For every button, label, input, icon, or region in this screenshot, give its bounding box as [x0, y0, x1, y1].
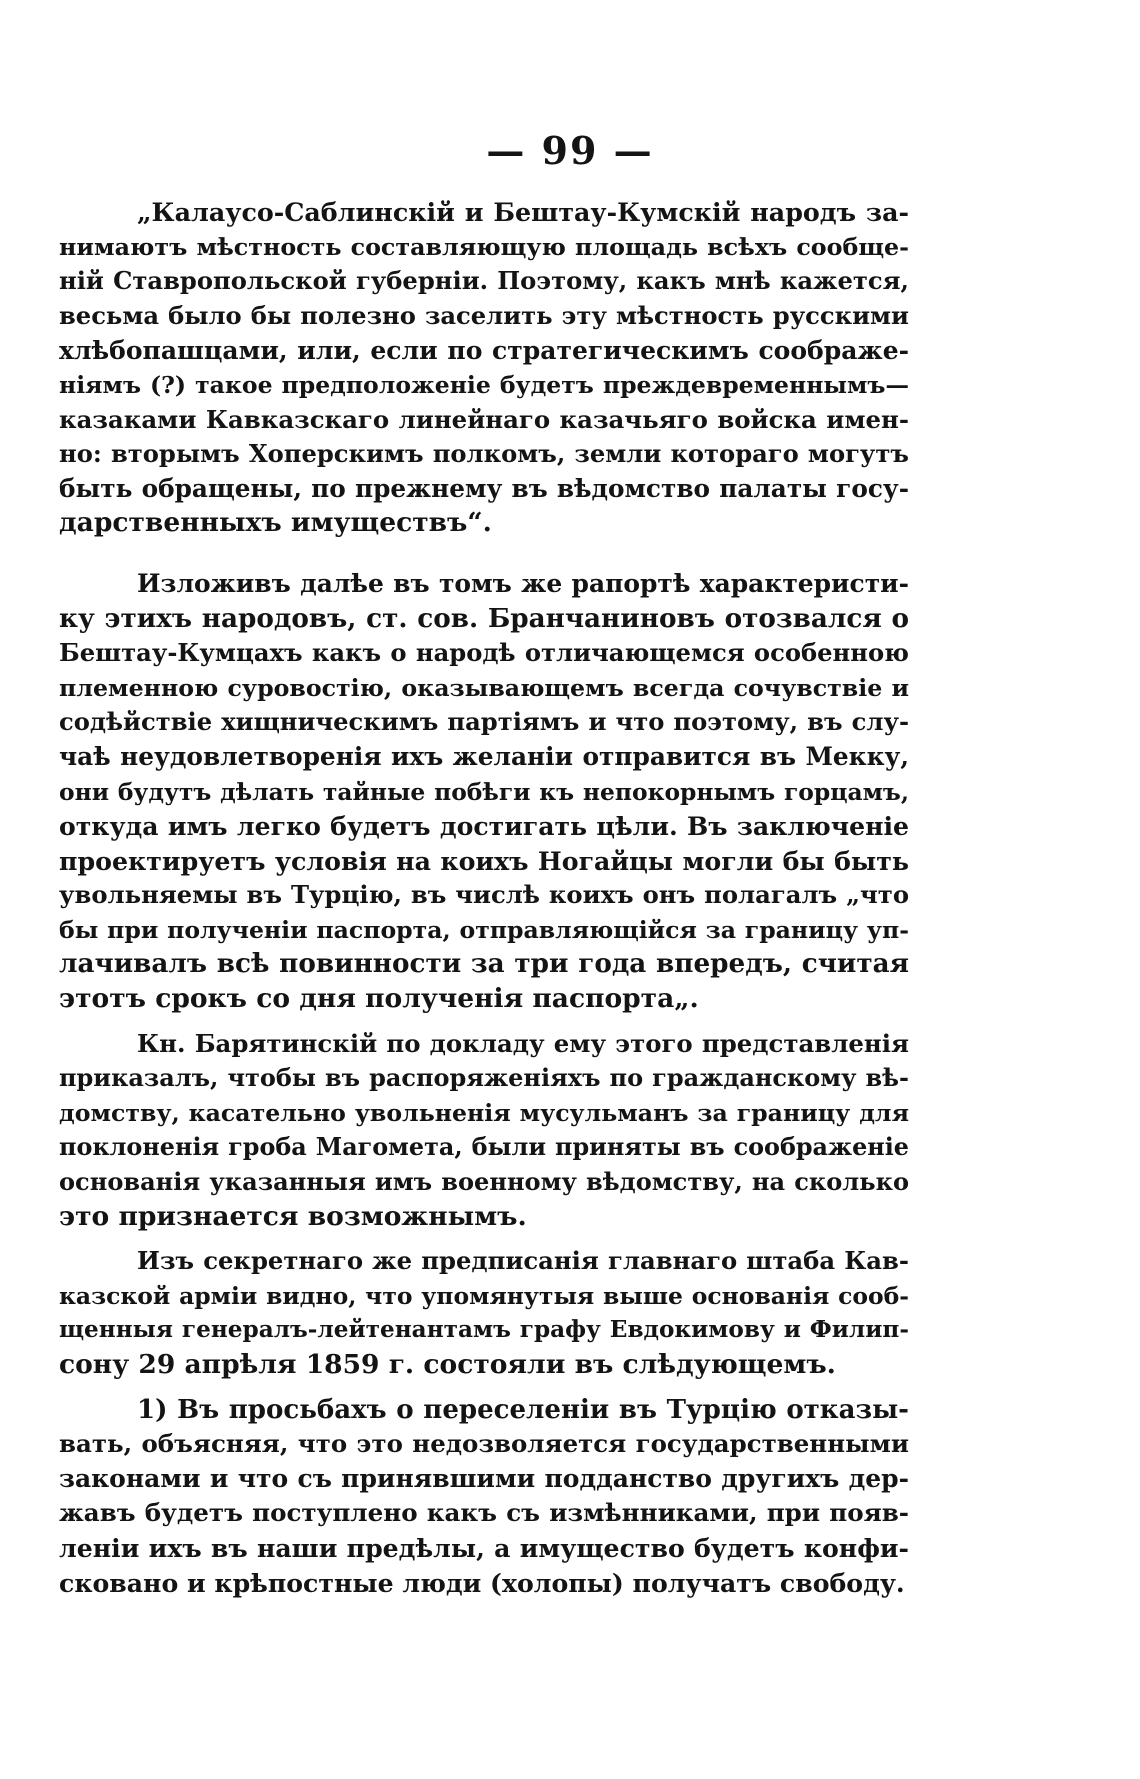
paragraph-3 [59, 1027, 909, 1235]
paragraph-gap [59, 1017, 909, 1027]
text-line: но: вторымъ Хоперскимъ полкомъ, земли котораго могутъ [59, 439, 909, 469]
text-line: увольняемы въ Турцiю, въ числѣ коихъ онъ полагалъ „что [59, 880, 909, 910]
text-line: чаѣ неудовлетворенiя ихъ желанiи отправится въ Мекку, [59, 741, 909, 771]
text-line: вать, объясняя, что это недозволяется государственными [59, 1429, 909, 1459]
text-line: основанiя указанныя имъ военному вѣдомству, на сколько [59, 1167, 909, 1197]
text-line: содѣйствiе хищническимъ партiямъ и что поэтому, въ слу- [59, 707, 909, 737]
text-line: хлѣбопашцами, или, если по стратегическимъ соображе- [59, 335, 909, 366]
text-line: откуда имъ легко будетъ достигать цѣли. Въ заключенiе [59, 811, 909, 842]
text-line: Кн. Барятинскiй по докладу ему этого представленiя [137, 1028, 909, 1058]
paragraph-1 [59, 195, 909, 541]
text-line: поклоненiя гроба Магомета, были приняты въ соображенiе [59, 1133, 909, 1162]
paragraph-gap [59, 541, 909, 567]
paragraph-5 [59, 1393, 909, 1601]
text-line: нимаютъ мѣстность составляющую площадь всѣхъ сообще- [59, 232, 909, 261]
text-line: нiй Ставропольской губернiи. Поэтому, какъ мнѣ кажется, [59, 266, 909, 296]
paragraph-4 [59, 1244, 909, 1382]
paragraph-2 [59, 567, 909, 1017]
paragraph-gap [59, 1234, 909, 1244]
text-line: щенныя генералъ-лейтенантамъ графу Евдокимову и Филип- [59, 1316, 909, 1344]
text-line: казской армiи видно, что упомянутыя выше основанiя сооб- [59, 1281, 909, 1310]
text-line: племенною суровостiю, оказывающемъ всегда сочувствiе и [59, 673, 909, 702]
text-line: сковано и крѣпостные люди (холопы) получатъ свободу. [59, 1567, 905, 1598]
text-line: Бештау-Кумцахъ какъ о народѣ отличающемся особенною [59, 638, 909, 668]
text-line: 1) Въ просьбахъ о переселенiи въ Турцiю отказы- [137, 1394, 909, 1425]
text-line: весьма было бы полезно заселить эту мѣстность русскими [59, 300, 909, 330]
text-line: сону 29 апрѣля 1859 г. состояли въ слѣдующемъ. [59, 1349, 836, 1380]
text-line: законами и что съ принявшими подданство другихъ дер- [59, 1463, 909, 1493]
text-line: домству, касательно увольненiя мусульманъ за границу для [59, 1098, 909, 1127]
text-line: „Калаусо-Саблинскiй и Бештау-Кумскiй народъ за- [137, 197, 909, 227]
page-number: — 99 — [486, 128, 654, 173]
text-line: проектируетъ условiя на коихъ Ногайцы могли бы быть [59, 845, 909, 876]
text-line: Изложивъ далѣе въ томъ же рапортѣ характеристи- [137, 568, 909, 598]
text-line: жавъ будетъ поступлено какъ съ измѣнниками, при появ- [59, 1498, 909, 1528]
text-line: ленiи ихъ въ наши предѣлы, а имущество будетъ конфи- [59, 1532, 909, 1563]
text-line: Изъ секретнаго же предписанiя главнаго штаба Кав- [137, 1246, 909, 1276]
text-line: бы при полученiи паспорта, отправляющiйся за границу уп- [59, 915, 909, 944]
text-line: дарственныхъ имуществъ“. [59, 507, 492, 539]
text-line: они будутъ дѣлать тайные побѣги къ непокорнымъ горцамъ, [59, 777, 909, 806]
paragraph-gap [59, 1383, 909, 1393]
text-line: ку этихъ народовъ, ст. сов. Бранчаниновъ отозвался о [59, 602, 909, 634]
body-text [59, 195, 909, 1600]
text-line: приказалъ, чтобы въ распоряженiяхъ по гражданскому вѣ- [59, 1063, 909, 1093]
text-line: казаками Кавказскаго линейнаго казачьяго войска имен- [59, 404, 909, 434]
text-line: этотъ срокъ со дня полученiя паспорта„. [59, 983, 699, 1015]
text-line: это признается возможнымъ. [59, 1200, 527, 1232]
text-line: лачивалъ всѣ повинности за три года впередъ, считая [59, 948, 909, 980]
text-line: быть обращены, по прежнему въ вѣдомство палаты госу- [59, 473, 909, 503]
text-line: нiямъ (?) такое предположенiе будетъ преждевременнымъ— [59, 370, 909, 399]
